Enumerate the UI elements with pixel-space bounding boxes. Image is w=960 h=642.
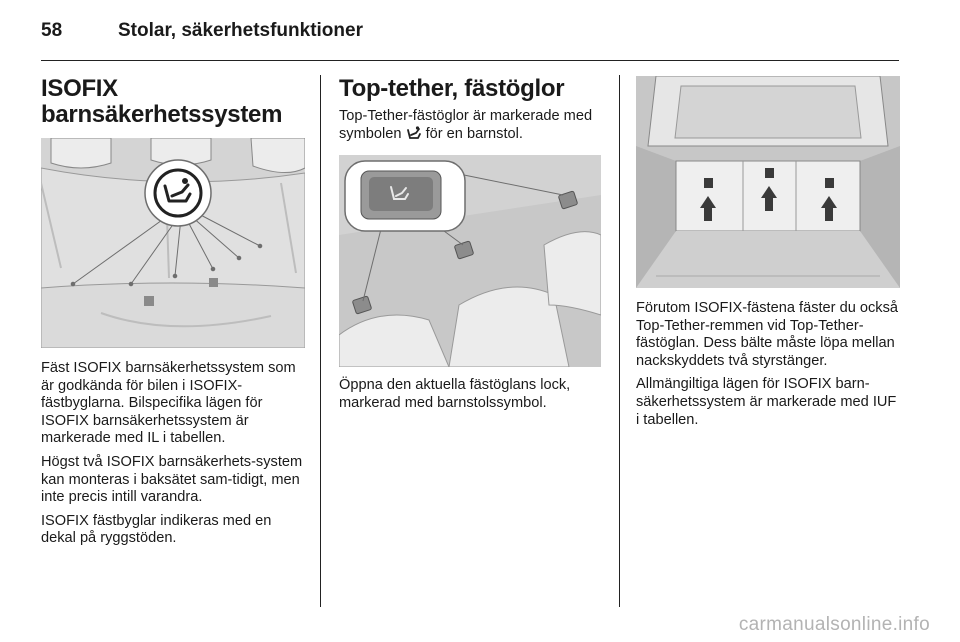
header-rule xyxy=(41,60,899,61)
child-seat-symbol-icon xyxy=(406,126,422,140)
paragraph: Högst två ISOFIX barnsäkerhets-system kan monteras i baksätet sam-tidigt, men inte precis intill varandra. xyxy=(41,453,303,506)
figure-rear-seat-isofix xyxy=(41,138,305,348)
intro-paragraph xyxy=(339,108,601,143)
figure-trunk-tether-points xyxy=(636,76,900,288)
section-heading-top-tether: Top-tether, fästöglor xyxy=(339,75,565,102)
column-divider xyxy=(619,75,620,607)
paragraph: Fäst ISOFIX barnsäkerhetssystem som är godkända för bilen i ISOFIX-fästbyglarna. Bilspecifika lägen för ISOFIX barnsäkerhetssystem är markerade med IL i tabellen. xyxy=(41,360,296,447)
watermark: carmanualsonline.info xyxy=(738,614,930,635)
running-head: Stolar, säkerhetsfunktioner xyxy=(118,20,363,41)
paragraph: ISOFIX fästbyglar indikeras med en dekal på ryggstöden. xyxy=(41,512,272,547)
column-top-tether xyxy=(339,76,601,412)
paragraph: Förutom ISOFIX-fästena fäster du också Top-Tether-remmen vid Top-Tether-fästöglan. Dess bälte måste löpa mellan nackskyddets två styrstänger. xyxy=(636,300,898,369)
column-trunk xyxy=(636,76,900,429)
page-number: 58 xyxy=(41,20,63,41)
intro-text-part2: för en barnstol. xyxy=(425,125,523,142)
paragraph: Öppna den aktuella fästöglans lock, markerad med barnstolssymbol. xyxy=(339,377,571,411)
paragraph: Allmängiltiga lägen för ISOFIX barn-säkerhetssystem är markerade med IUF i tabellen. xyxy=(636,376,897,428)
figure-tether-eyelets xyxy=(339,155,601,367)
section-heading-isofix: ISOFIX barnsäkerhetssystem xyxy=(41,75,283,128)
column-isofix xyxy=(41,76,305,548)
intro-text-part1: Top-Tether-fästöglor är markerade med symbolen xyxy=(339,108,593,142)
column-divider xyxy=(320,75,321,607)
